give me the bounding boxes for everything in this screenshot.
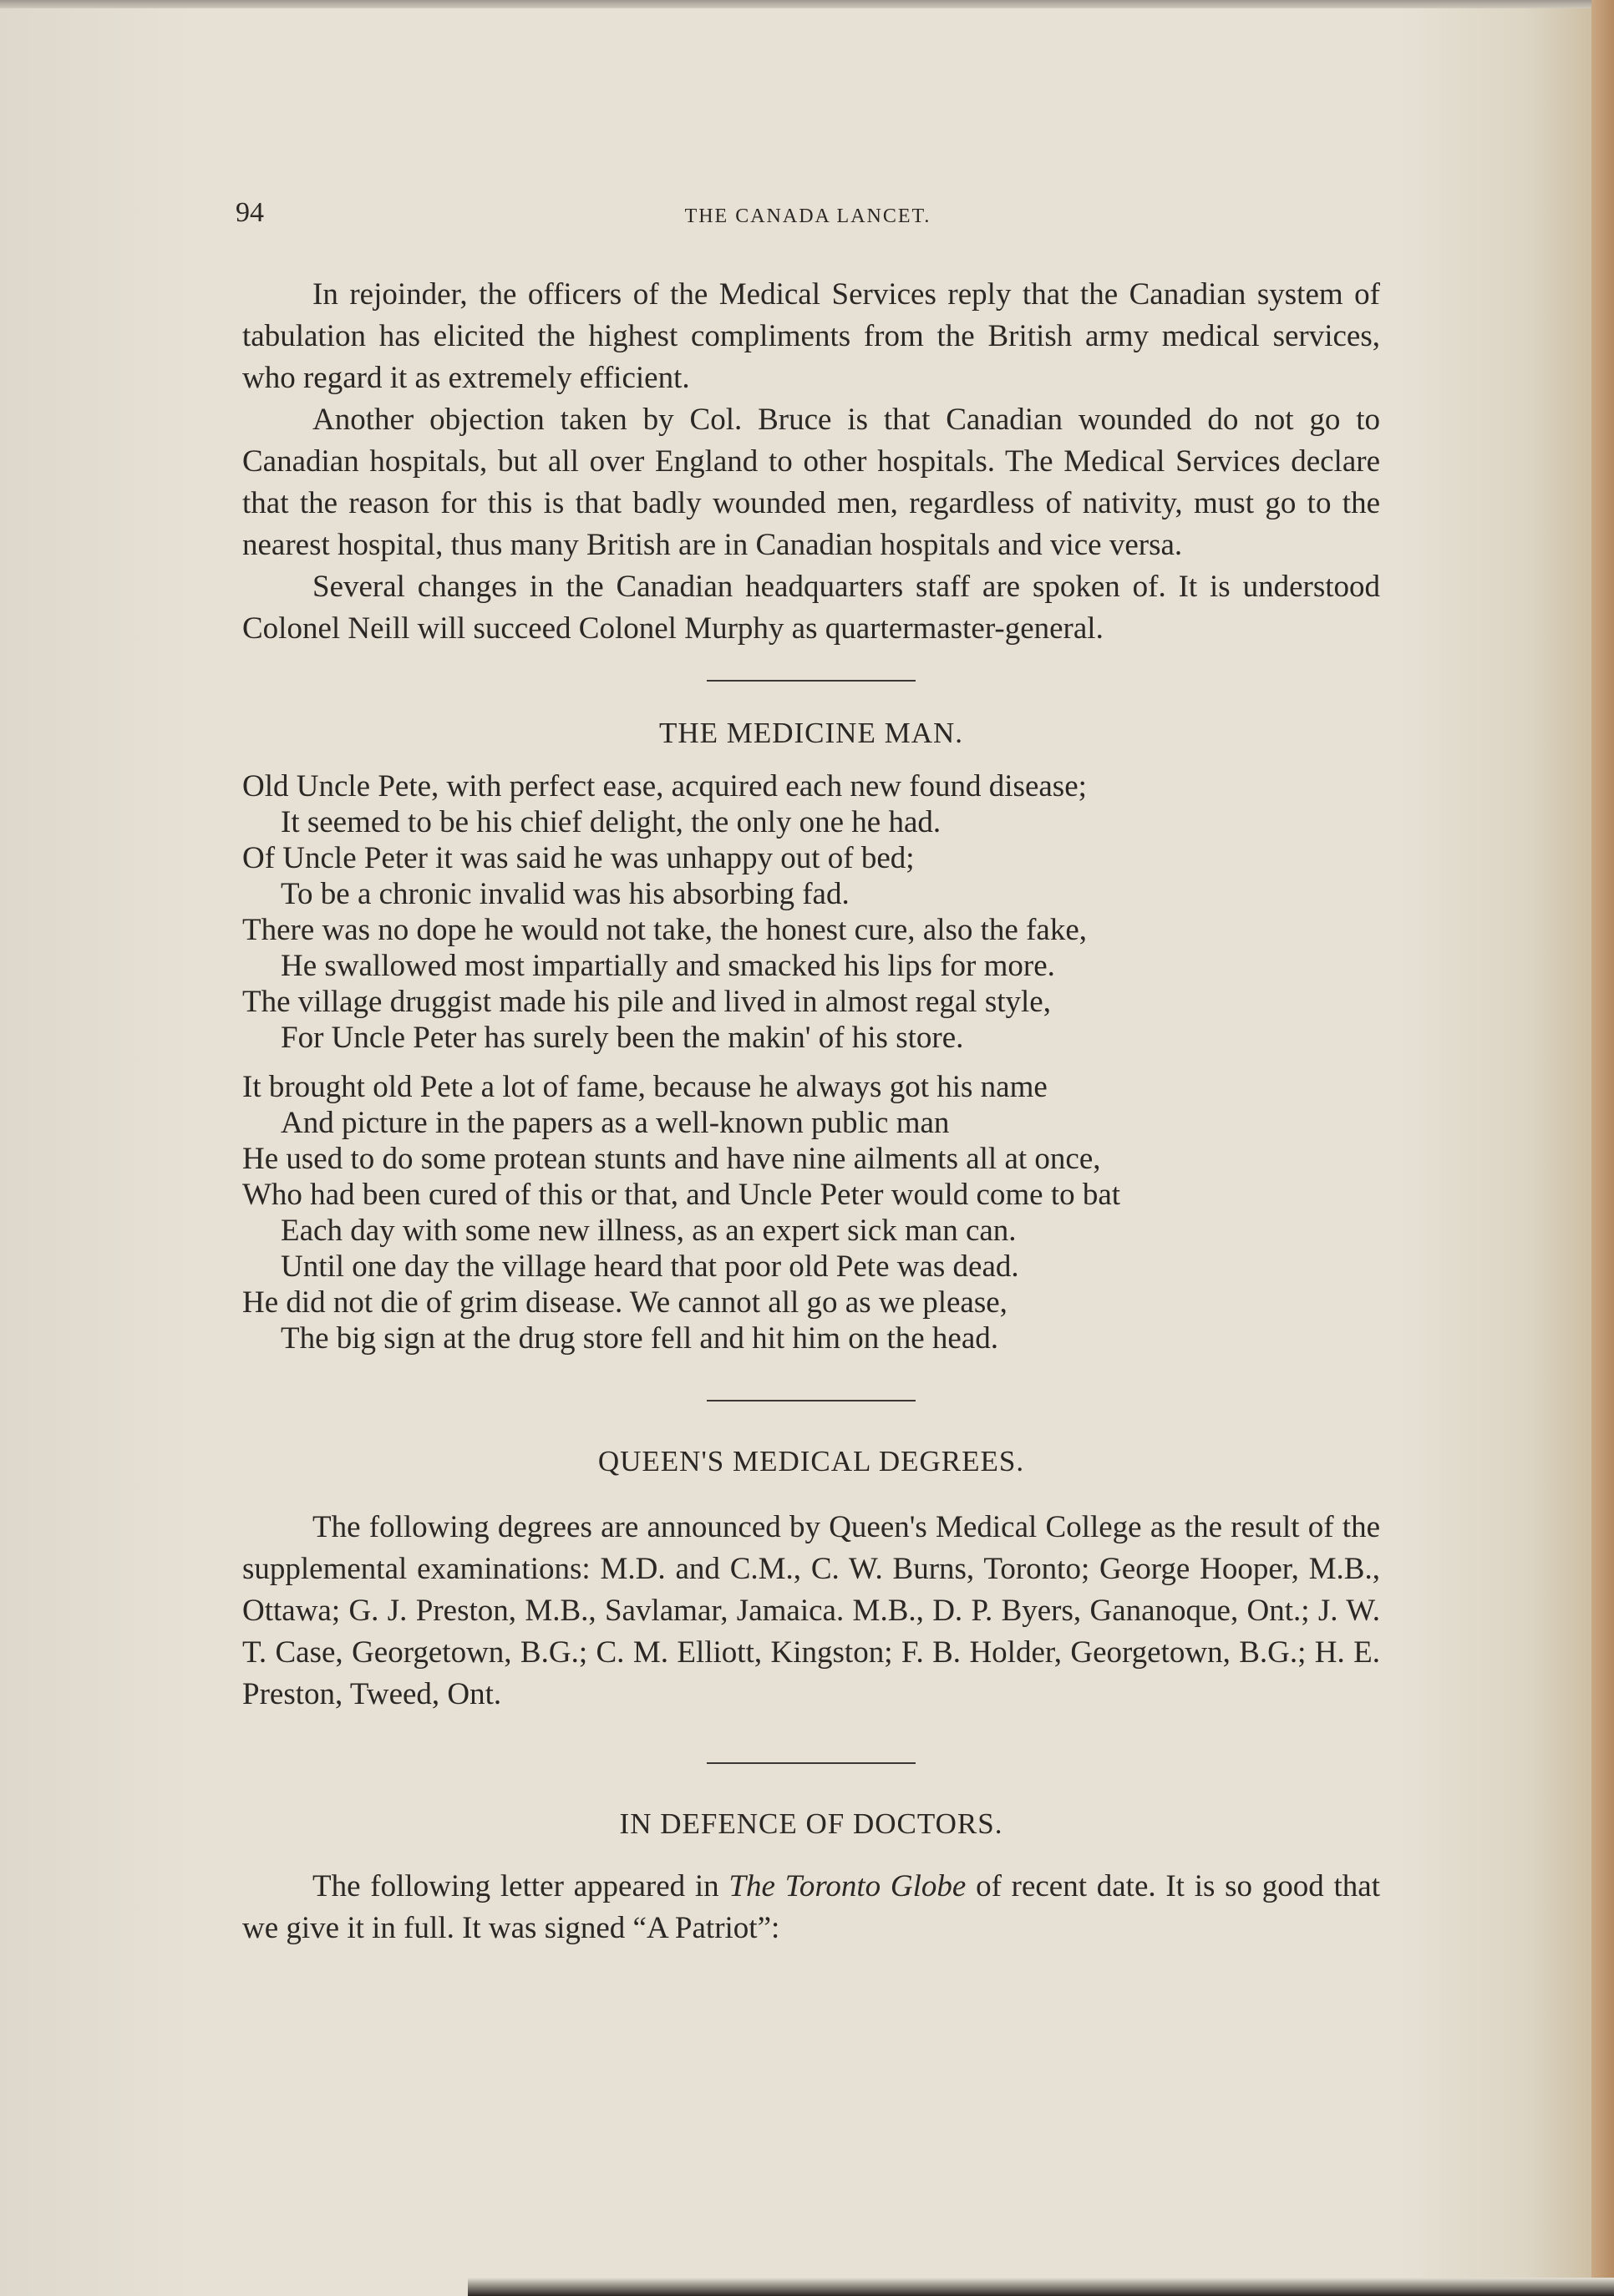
queens-body: The following degrees are announced by Queen's Medical College as the result of the supplemental examinations: M.D. and C.M., C. W. Burns, Toronto; George Hooper, M.B., Ottawa; G. J. Preston, M.B., Savlamar, Jamaica. M.B., D. P. Byers, Gananoque, Ont.; J. W. T. Case, Georgetown, B.G.; C. M. Elliott, Kingston; F. B. Holder, Georgetown, B.G.; H. E. Preston, Tweed, Ont. [242, 1510, 1380, 1711]
page-bottom-edge [468, 2278, 1614, 2296]
defence-body [242, 1866, 1380, 1949]
defence-body-end: of recent date. It is so good that we give it in full. It was signed “A Patriot”: [242, 1869, 1380, 1945]
poem-line: It seemed to be his chief delight, the only one he had. [281, 805, 942, 839]
poem-line: And picture in the papers as a well-known public man [281, 1106, 950, 1140]
defence-title: IN DEFENCE OF DOCTORS. [619, 1807, 1003, 1840]
poem-line: The village druggist made his pile and lived in almost regal style, [242, 985, 1051, 1019]
poem-line: To be a chronic invalid was his absorbing fad. [281, 877, 850, 911]
page-header [236, 197, 1380, 239]
page-fore-edge [1591, 0, 1614, 2296]
intro-paragraph-1: In rejoinder, the officers of the Medical Services reply that the Canadian system of tabulation has elicited the highest compliments from the British army medical services, who regard it as extremely efficient. [242, 277, 1380, 395]
intro-paragraph-2: Another objection taken by Col. Bruce is that Canadian wounded do not go to Canadian hospitals, but all over England to other hospitals. The Medical Services declare that the reason for this is that badly wounded men, regardless of nativity, must go to the nearest hospital, thus many British are in Canadian hospitals and vice versa. [242, 403, 1380, 562]
poem-line: He swallowed most impartially and smacked his lips for more. [281, 949, 1055, 983]
poem-title: THE MEDICINE MAN. [658, 717, 964, 749]
poem-line: He did not die of grim disease. We cannot all go as we please, [242, 1285, 1007, 1320]
poem-line: Old Uncle Pete, with perfect ease, acquired each new found disease; [242, 769, 1087, 803]
page-number: 94 [236, 197, 264, 228]
book-page [0, 8, 1591, 2296]
newspaper-name: The Toronto Globe [728, 1869, 967, 1903]
poem-stanza-2 [242, 1069, 1380, 1356]
poem-line: Of Uncle Peter it was said he was unhappy out of bed; [242, 841, 915, 875]
intro-paragraph-3: Several changes in the Canadian headquarters staff are spoken of. It is understood Colonel Neill will succeed Colonel Murphy as quartermaster-general. [242, 570, 1380, 646]
page-content [242, 274, 1380, 1949]
poem-line: For Uncle Peter has surely been the makin' of his store. [281, 1021, 964, 1055]
poem-line: Until one day the village heard that poor old Pete was dead. [281, 1249, 1019, 1284]
poem-line: Who had been cured of this or that, and Uncle Peter would come to bat [242, 1178, 1121, 1212]
poem-line: It brought old Pete a lot of fame, because he always got his name [242, 1070, 1048, 1104]
poem-line: There was no dope he would not take, the honest cure, also the fake, [242, 913, 1087, 947]
section-divider [707, 680, 916, 682]
section-divider [707, 1762, 916, 1764]
queens-title: QUEEN'S MEDICAL DEGREES. [597, 1445, 1025, 1477]
poem-line: He used to do some protean stunts and have nine ailments all at once, [242, 1142, 1101, 1176]
section-divider [707, 1400, 916, 1401]
poem-line: Each day with some new illness, as an expert sick man can. [281, 1214, 1017, 1248]
poem-stanza-1 [242, 768, 1380, 1056]
running-title: THE CANADA LANCET. [684, 205, 931, 227]
defence-body-start: The following letter appeared in [312, 1869, 729, 1903]
poem-line: The big sign at the drug store fell and hit him on the head. [281, 1321, 999, 1356]
